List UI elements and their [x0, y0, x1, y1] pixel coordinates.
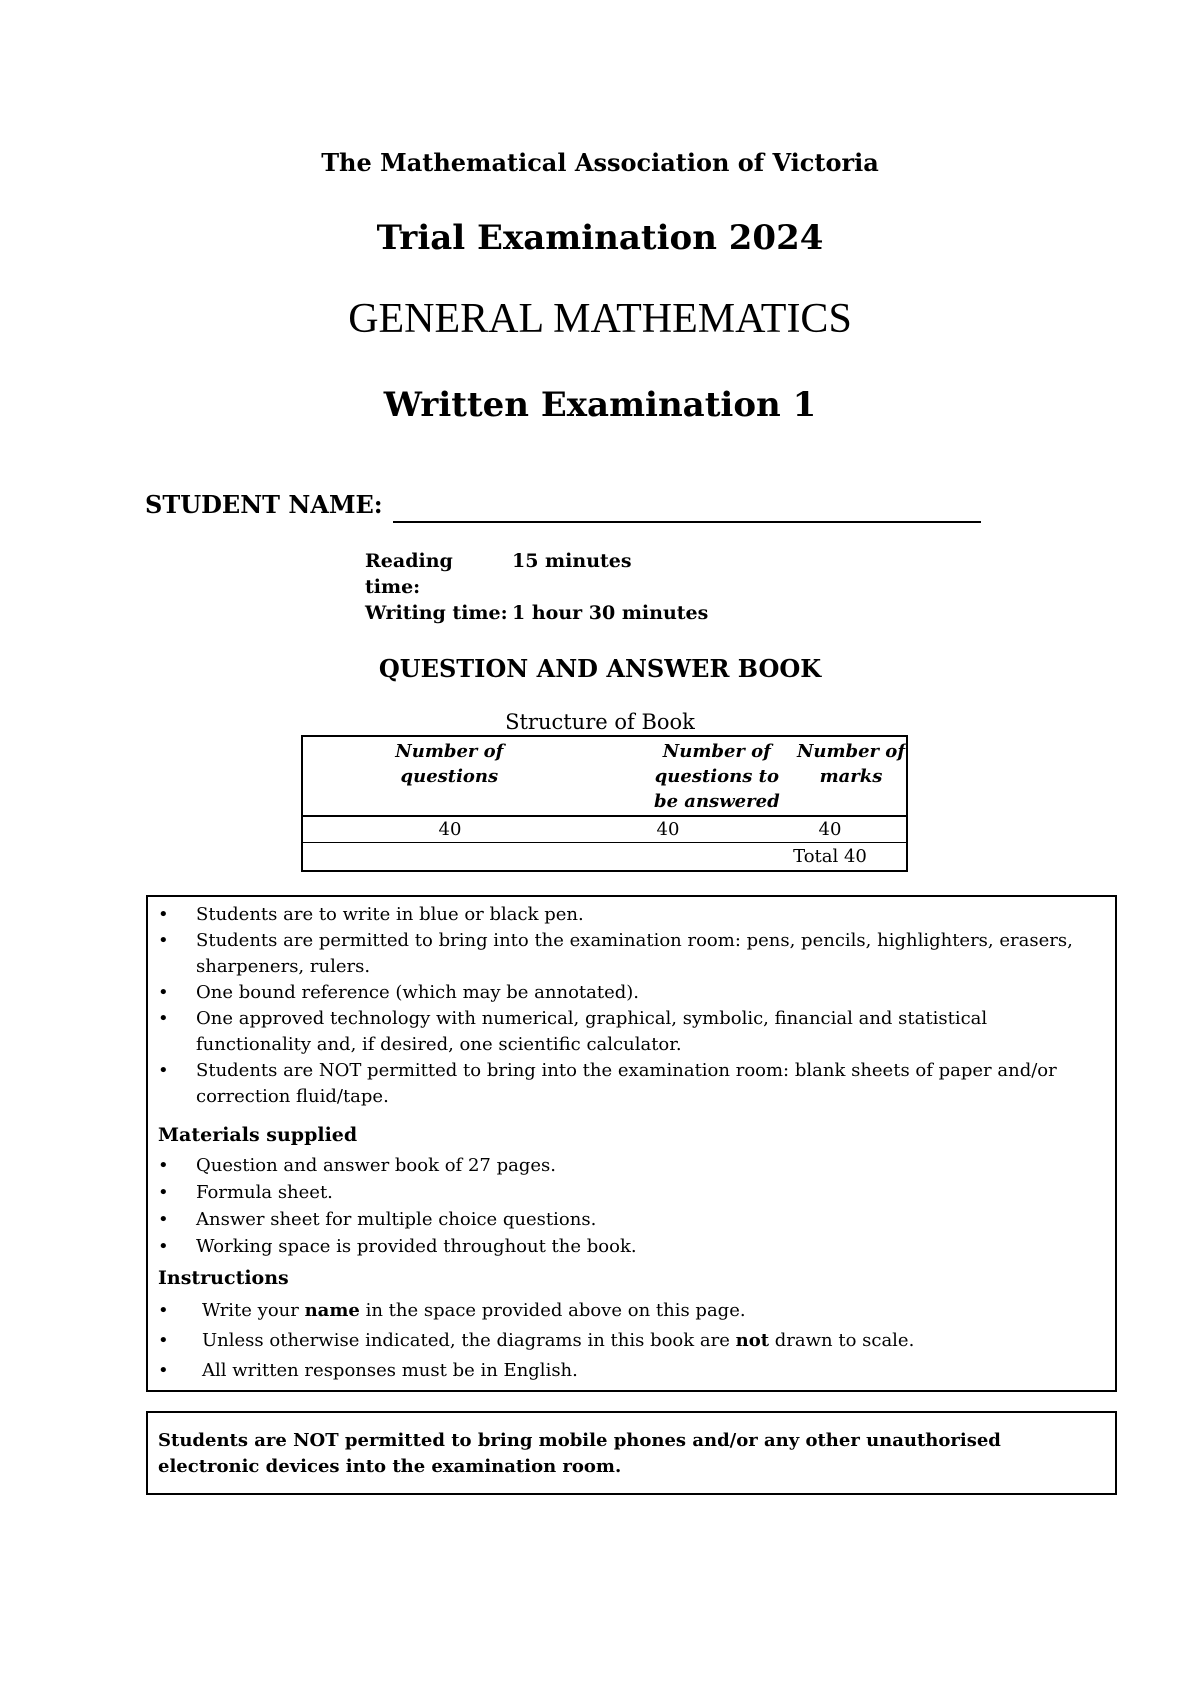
- book-title: QUESTION AND ANSWER BOOK: [378, 654, 822, 683]
- list-item: • Students are NOT permitted to bring into the examination room: blank sheets of paper and/or correction fluid/tape.: [158, 1060, 1057, 1107]
- list-item: • One approved technology with numerical, graphical, symbolic, financial and statistical functionality and, if desired, one scientific calculator.: [158, 1008, 988, 1055]
- structure-table: [301, 735, 906, 815]
- exam-times: [365, 548, 708, 626]
- materials-list: [148, 1152, 1088, 1260]
- rules-list: [148, 902, 1088, 1110]
- list-item: • Write your name in the space provided above on this page.: [158, 1300, 746, 1321]
- structure-header-divider: [301, 815, 906, 817]
- col-header-answered: Number of questions to be answered: [654, 741, 780, 812]
- mobile-phone-notice: Students are NOT permitted to bring mobile phones and/or any other unauthorised electronic devices into the examination room.: [158, 1430, 1001, 1477]
- cell-questions-answered: 40: [656, 819, 680, 840]
- list-item: • Working space is provided throughout the book.: [158, 1236, 637, 1257]
- materials-heading: Materials supplied: [158, 1124, 358, 1146]
- student-name-field[interactable]: [393, 521, 981, 523]
- writing-time-value: 1 hour 30 minutes: [512, 602, 709, 624]
- cell-number-of-questions: 40: [438, 819, 462, 840]
- col-header-questions: Number of questions: [395, 741, 504, 787]
- instructions-heading: Instructions: [158, 1267, 289, 1289]
- exam-title: Written Examination 1: [383, 385, 817, 425]
- association-name: The Mathematical Association of Victoria: [321, 148, 879, 177]
- list-item: • Answer sheet for multiple choice questions.: [158, 1209, 597, 1230]
- trial-title: Trial Examination 2024: [376, 218, 824, 258]
- cell-number-of-marks: 40: [818, 819, 842, 840]
- writing-time-label: Writing time:: [365, 602, 508, 624]
- structure-caption: Structure of Book: [505, 710, 695, 734]
- instructions-list: [148, 1296, 1088, 1386]
- subject-title: GENERAL MATHEMATICS: [348, 296, 852, 342]
- col-header-marks: Number of marks: [796, 741, 906, 787]
- list-item: • Students are to write in blue or black pen.: [158, 904, 584, 925]
- structure-row-divider: [301, 842, 906, 843]
- list-item: • Formula sheet.: [158, 1182, 333, 1203]
- list-item: • Question and answer book of 27 pages.: [158, 1155, 556, 1176]
- reading-time-value: 15 minutes: [512, 550, 632, 572]
- reading-time-label: Reading time:: [365, 550, 453, 598]
- student-name-label: STUDENT NAME:: [145, 490, 383, 519]
- cell-total-marks: Total 40: [793, 846, 867, 867]
- list-item: • Unless otherwise indicated, the diagrams in this book are not drawn to scale.: [158, 1330, 915, 1351]
- list-item: • Students are permitted to bring into the examination room: pens, pencils, highlighters, erasers, sharpeners, rulers.: [158, 930, 1073, 977]
- list-item: • One bound reference (which may be annotated).: [158, 982, 640, 1003]
- list-item: • All written responses must be in English.: [158, 1360, 578, 1381]
